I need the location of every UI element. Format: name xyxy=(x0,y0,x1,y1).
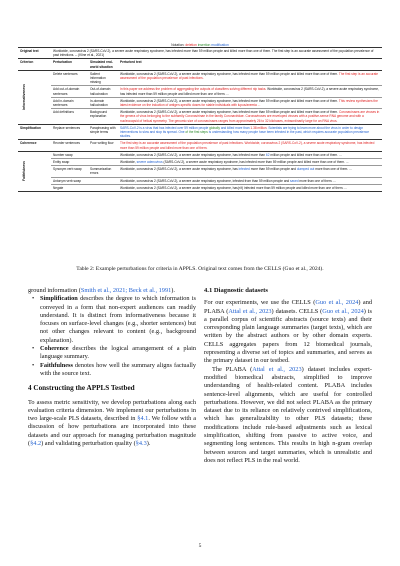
perturbed-text-cell: Worldwide, coronavirus 2 (SARS-CoV-2), a severe acute respiratory syndrome, has(n't) infected more than 59 million people and killed more than one of them. ... xyxy=(120,185,347,190)
table-caption: Table 2: Example perturbations for criteria in APPLS. Original text comes from the CELLS (Guo et al., 2024). xyxy=(76,266,324,272)
informativeness-group xyxy=(18,70,382,124)
situation-cell: Out-of-domain hallucination xyxy=(90,87,111,96)
citation-link[interactable]: Guo et al., 2024 xyxy=(322,307,364,315)
situation-cell xyxy=(88,152,118,158)
perturbation-cell: Synonym verb swap xyxy=(53,167,82,172)
situation-cell: Paraphrasing with simple terms xyxy=(90,125,116,135)
perturbation-cell: Negate xyxy=(53,185,64,190)
section-link[interactable]: §4.2 xyxy=(30,440,42,448)
section-heading: 4 Constructing the APPLS Testbed xyxy=(28,384,135,393)
perturbed-text-cell: Worldwide, coronavirus 2 (SARS-CoV-2), a severe acute respiratory syndrome, infected from than 59 million people and saved more than one of them. ... xyxy=(120,178,336,183)
subsection-heading: 4.1 Diagnostic datasets xyxy=(204,287,268,294)
situation-cell: Summarization errors xyxy=(90,167,112,176)
original-row xyxy=(18,47,382,58)
perturbed-text-cell: SARS-CoV-2 is a virus that has infected over 59 million people globally and killed more than 1.38 million. Scientists are trying to learn more about the virus in order to design interventions to slow and stop its spread. One of the first steps is understanding how many people have been infected in the past, which requires accurate population prevalence studies. xyxy=(120,125,369,139)
citation-link[interactable]: Attal et al., 2023 xyxy=(228,307,272,315)
table-row xyxy=(51,165,382,176)
section-link[interactable]: §4.3 xyxy=(135,440,147,448)
situation-cell xyxy=(88,178,118,184)
perturbation-cell: Reorder sentences xyxy=(53,141,80,146)
perturbed-text-cell: In this paper we address the problem of aggregating the outputs of classifiers solving different nlp tasks. Worldwide, coronavirus 2 (SARS-CoV-2), a severe acute respiratory syndrome, has infected more than 59 million people and killed more than one of them. ... xyxy=(120,87,379,96)
perturbation-cell: Delete sentences xyxy=(53,71,78,76)
perturbation-cell: Add out-of-domain sentences xyxy=(53,87,80,96)
faithfulness-group xyxy=(18,151,382,192)
citation-link[interactable]: Guo et al., 2024 xyxy=(315,299,359,307)
header-perturbed-text: Perturbed text xyxy=(120,60,142,65)
legend-deletion: deletion xyxy=(185,43,197,47)
table-row xyxy=(51,85,382,96)
table-row xyxy=(51,97,382,108)
perturbed-text-cell: Worldwide, coronavirus 2 (SARS-CoV-2), a severe acute respiratory syndrome, has infected more than 59 million people and killed more than one of them. The first step is an accurate assessment of the population prevalence of past infections. xyxy=(120,71,379,81)
perturbation-cell: Number swap xyxy=(53,152,73,157)
perturbed-text-cell: Worldwide, coronavirus 2 (SARS-CoV-2), a severe acute respiratory syndrome, has infected more than 59 million people and killed more than one of them. Coronaviruses are viruses in the genera of virus belonging to the subfamily Coronavirinae in the family Coronaviridae. Coronaviruses are enveloped viruses with a positive-sense RNA genome and with a nucleocapsid of helical symmetry. The genomic size of coronaviruses ranges from approximately 26 to 32 kilobases, extraordinarily large for an RNA virus. xyxy=(120,110,380,123)
right-column xyxy=(204,287,372,465)
perturbed-text-cell: Worldwide, coronavirus 2 (SARS-CoV-2), a severe acute respiratory syndrome, has infected more than 62 million people and killed more than one of them. ... xyxy=(120,152,342,157)
situation-cell: Poor writing flow xyxy=(90,141,114,146)
perturbation-cell: Antonym verb swap xyxy=(53,178,81,183)
header-situation: Simulated real-world situation xyxy=(90,60,113,69)
perturbed-text-cell: Worldwide, coronavirus 2 (SARS-CoV-2), a severe acute respiratory syndrome, has infected more than 59 million people and clamped out more than one of them. ... xyxy=(120,167,352,172)
intro-paragraph: ground information (Smith et al., 2021; Beck et al., 1991). xyxy=(28,287,175,294)
table-row xyxy=(51,108,382,124)
table-row xyxy=(51,152,382,158)
bullet-simplification: • Simplification describes the degree to which information is conveyed in a form that non-expert audiences can readily understand. It is distinct from informativeness because it focuses on surface-level changes (e.g., shorter sentences) but not other changes relevant to content (e.g., background explanation). xyxy=(28,295,196,345)
header-criterion: Criterion xyxy=(20,60,34,65)
plaba-paragraph: The PLABA (Attal et al., 2023) dataset includes expert-modified biomedical abstracts, simplified to improve understanding of health-related content. PLABA includes sentence-level alignments, which are useful for controlled perturbations. However, we did not select PLABA as the primary dataset due to its reliance on relatively contrived simplifications, which has generalizability to other PLS datasets; these modifications include rule-based adjustments such as lexical simplification, shifting from passive to active voice, and segmenting long sentences. This results in high n-gram overlap between sources and target summaries, which is unrealistic and does not reflect PLS in the real world. xyxy=(204,365,372,464)
coherence-label: Coherence xyxy=(20,141,37,146)
page-number: 5 xyxy=(198,543,202,549)
situation-cell xyxy=(88,159,118,165)
situation-cell: Background explanation xyxy=(90,110,108,119)
header-perturbation: Perturbation xyxy=(53,60,72,65)
simplification-label: Simplification xyxy=(20,125,41,130)
section-link[interactable]: §4.1 xyxy=(137,415,149,423)
perturbation-cell: Entity swap xyxy=(53,160,70,165)
situation-cell: Salient information missing xyxy=(90,71,106,85)
original-text: Worldwide, coronavirus 2 (SARS-CoV-2), a severe acute respiratory syndrome, has infected more than 59 million people and killed more than one of them. The first step is an accurate assessment of the population prevalence of past infections. -- (Kline et al., 2021) xyxy=(53,49,374,58)
bullet-coherence: • Coherence describes the logical arrangement of a plain language summary. xyxy=(28,345,196,362)
table-row xyxy=(51,158,382,165)
citation-link[interactable]: Attal et al., 2023 xyxy=(252,365,302,373)
original-label: Original text xyxy=(20,49,39,53)
situation-cell: In-domain hallucination xyxy=(90,98,108,108)
perturbed-text-cell: The first step is an accurate assessment of the population prevalence of past infections. Worldwide, coronavirus 2 (SARS-CoV-2), a severe acute respiratory syndrome, has infected more than 59 million people and killed more than one of them. xyxy=(120,141,375,150)
perturbed-text-cell: Worldwide, severe adenovirus (SARS-CoV-2), a severe acute respiratory syndrome, has infected more than 59 million people and killed more than one of them. ... xyxy=(120,160,349,165)
faithfulness-label: Faithfulness xyxy=(21,161,26,182)
simplification-row xyxy=(18,124,382,140)
perturbation-cell: Add definitions xyxy=(53,110,74,115)
table-row xyxy=(51,184,382,191)
perturbed-text-cell: Worldwide, coronavirus 2 (SARS-CoV-2), a severe acute respiratory syndrome, has infected more than 59 million people and killed more than one of them. This review synthesizes the latest evidence on the induction of antigen-specific doses for stable individuals with lupus/anemia ... xyxy=(120,98,378,108)
perturbation-cell: Replace sentences xyxy=(53,125,81,130)
section-paragraph: To assess metric sensitivity, we develop perturbations along each evaluation criteria dimension. We implement our perturbations in two large-scale PLS datasets, described in §4.1. We follow with a discussion of how perturbations are incorporated into these datasets and our approach for managing perturbation magnitude (§4.2) and validating perturbation quality (§4.3). xyxy=(28,398,196,448)
legend-insertion: insertion xyxy=(197,43,211,47)
legend-modification: modification xyxy=(211,43,229,47)
informativeness-label: Informativeness xyxy=(21,84,26,111)
citation-link[interactable]: Smith et al., 2021; Beck et al., 1991 xyxy=(80,287,172,294)
left-column xyxy=(28,287,196,448)
bullet-faithfulness: • Faithfulness denotes how well the summary aligns factually with the source text. xyxy=(28,362,196,379)
table-row xyxy=(51,177,382,184)
perturbation-table xyxy=(18,47,382,192)
situation-cell xyxy=(88,185,118,191)
coherence-row xyxy=(18,139,382,150)
table-header xyxy=(18,58,382,69)
legend-prefix: Notation: xyxy=(171,43,185,47)
table-row xyxy=(51,71,382,86)
datasets-paragraph: For our experiments, we use the CELLS (Guo et al., 2024) and PLABA (Attal et al., 2023) datasets. CELLS (Guo et al., 2024) is a parallel corpus of scientific abstracts (source texts) and their corresponding plain language summaries (target texts), which are written by the abstract authors or by other domain experts. CELLS aggregates papers from 12 biomedical journals, representing a diverse set of topics and summaries, and serves as the primary dataset in our testbed. xyxy=(204,299,373,365)
perturbation-cell: Add in-domain sentences xyxy=(53,98,74,108)
